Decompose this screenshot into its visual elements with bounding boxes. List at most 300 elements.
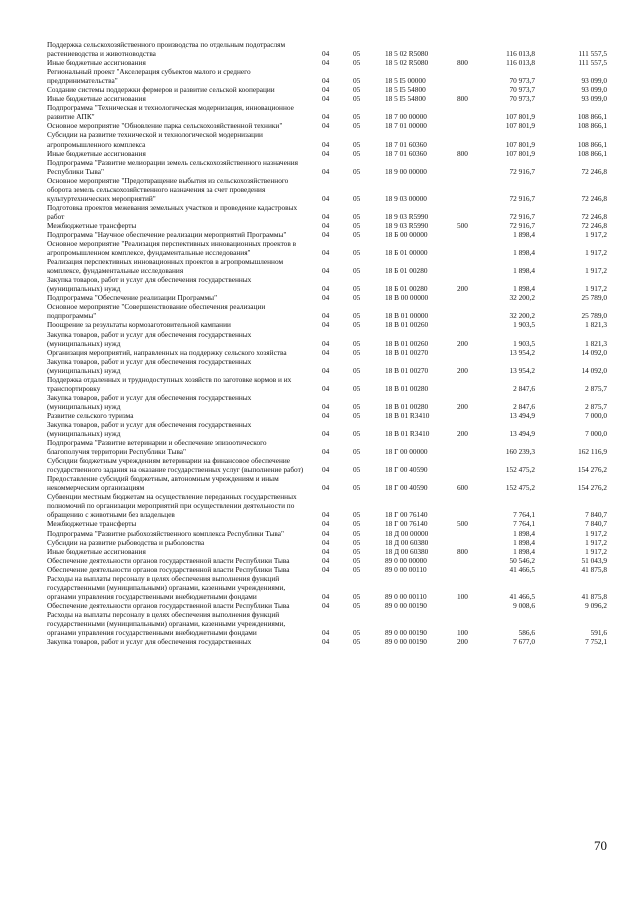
- expense-name: Закупка товаров, работ и услуг для обеспечения государственных (муниципальных) нужд: [47, 329, 252, 348]
- amount-year-2: 108 866,1: [577, 112, 607, 122]
- target-article-code: 18 5 I5 00000: [385, 76, 426, 86]
- table-row: [47, 348, 607, 357]
- amount-year-2: 1 917,2: [585, 284, 607, 294]
- table-row: [47, 239, 607, 257]
- target-article-code: 18 В 01 00280: [385, 401, 429, 411]
- amount-year-1: 7 677,0: [513, 637, 535, 647]
- expense-type-code: 800: [457, 148, 468, 158]
- amount-year-1: 72 916,7: [509, 220, 535, 230]
- amount-year-1: 1 898,4: [513, 528, 535, 538]
- table-row: [47, 438, 607, 456]
- amount-year-2: 1 917,2: [585, 248, 607, 258]
- section-code: 04: [322, 320, 330, 330]
- expense-name: Поддержка сельскохозяйственного производства по отдельным подотраслям растениеводства и животноводства: [47, 40, 286, 59]
- expense-name: Закупка товаров, работ и услуг для обеспечения государственных (муниципальных) нужд: [47, 356, 252, 375]
- subsection-code: 05: [353, 528, 361, 538]
- expense-name: Обеспечение деятельности органов государственной власти Республики Тыва: [47, 600, 290, 610]
- section-code: 04: [322, 555, 330, 565]
- expense-name: Основное мероприятие "Реализация перспективных инновационных проектов в агропромышленном комплексе, фундаментальные исследования": [47, 239, 297, 258]
- amount-year-2: 154 276,2: [577, 483, 607, 493]
- amount-year-2: 1 917,2: [585, 546, 607, 556]
- amount-year-1: 152 475,2: [505, 483, 535, 493]
- amount-year-2: 72 246,8: [581, 193, 607, 203]
- amount-year-2: 1 917,2: [585, 266, 607, 276]
- expense-name: Субсидии на развитие рыбоводства и рыболовства: [47, 537, 205, 547]
- expense-name: Субвенции местным бюджетам на осуществление переданных государственных полномочий по организации мероприятий при осуществлении деятельности по обращению с животными без владельцев: [47, 492, 297, 520]
- section-code: 04: [322, 58, 330, 68]
- expense-name: Иные бюджетные ассигнования: [47, 148, 146, 158]
- amount-year-1: 9 008,6: [513, 600, 535, 610]
- target-article-code: 18 В 01 00000: [385, 311, 429, 321]
- expense-type-code: 200: [457, 365, 468, 375]
- expense-type-code: 100: [457, 628, 468, 638]
- table-row: [47, 221, 607, 230]
- amount-year-2: 93 099,0: [581, 76, 607, 86]
- amount-year-2: 72 246,8: [581, 166, 607, 176]
- expense-name: Основное мероприятие "Предотвращение выбытия из сельскохозяйственного оборота земель сельскохозяйственного назначения за счет проведения культуртехнических мероприятий": [47, 175, 289, 203]
- amount-year-1: 1 898,4: [513, 284, 535, 294]
- expense-name: Иные бюджетные ассигнования: [47, 546, 146, 556]
- amount-year-1: 1 898,4: [513, 537, 535, 547]
- section-code: 04: [322, 284, 330, 294]
- expense-name: Поддержка отдаленных и труднодоступных хозяйств по заготовке кормов и их транспортировку: [47, 374, 292, 393]
- amount-year-1: 1 903,5: [513, 320, 535, 330]
- subsection-code: 05: [353, 148, 361, 158]
- table-row: [47, 565, 607, 574]
- section-code: 04: [322, 139, 330, 149]
- expense-name: Предоставление субсидий бюджетным, автономным учреждениям и иным некоммерческим организациям: [47, 474, 279, 493]
- amount-year-2: 108 866,1: [577, 139, 607, 149]
- amount-year-1: 107 801,9: [505, 148, 535, 158]
- subsection-code: 05: [353, 311, 361, 321]
- section-code: 04: [322, 193, 330, 203]
- expense-name: Межбюджетные трансферты: [47, 220, 137, 230]
- amount-year-1: 70 973,7: [509, 94, 535, 104]
- amount-year-1: 1 898,4: [513, 546, 535, 556]
- expense-name: Поощрение за результаты кормозаготовительной кампании: [47, 320, 231, 330]
- amount-year-2: 7 840,7: [585, 510, 607, 520]
- subsection-code: 05: [353, 564, 361, 574]
- table-row: [47, 94, 607, 103]
- amount-year-1: 116 013,8: [506, 58, 535, 68]
- amount-year-1: 72 916,7: [509, 193, 535, 203]
- expense-type-code: 200: [457, 637, 468, 647]
- section-code: 04: [322, 465, 330, 475]
- section-code: 04: [322, 338, 330, 348]
- expense-name: Расходы на выплаты персоналу в целях обеспечения выполнения функций государственными (муниципальными) органами, казенными учреждениями, органами управления государственными внебюджетными фондами: [47, 609, 286, 638]
- amount-year-2: 108 866,1: [577, 148, 607, 158]
- section-code: 04: [322, 220, 330, 230]
- expense-name: Подпрограмма "Развитие рыбохозяйственного комплекса Республики Тыва": [47, 528, 284, 538]
- amount-year-2: 93 099,0: [581, 94, 607, 104]
- table-row: [47, 610, 607, 637]
- section-code: 04: [322, 49, 330, 59]
- section-code: 04: [322, 229, 330, 239]
- table-row: [47, 375, 607, 393]
- subsection-code: 05: [353, 483, 361, 493]
- section-code: 04: [322, 637, 330, 647]
- target-article-code: 18 В 01 R3410: [385, 410, 430, 420]
- table-row: [47, 529, 607, 538]
- amount-year-1: 32 200,2: [509, 293, 535, 303]
- expense-type-code: 200: [457, 338, 468, 348]
- target-article-code: 18 В 01 R3410: [385, 429, 430, 439]
- amount-year-1: 41 466,5: [509, 564, 535, 574]
- target-article-code: 18 7 01 60360: [385, 148, 427, 158]
- subsection-code: 05: [353, 347, 361, 357]
- subsection-code: 05: [353, 537, 361, 547]
- section-code: 04: [322, 365, 330, 375]
- expense-type-code: 800: [457, 546, 468, 556]
- amount-year-2: 111 557,5: [578, 58, 607, 68]
- section-code: 04: [322, 510, 330, 520]
- subsection-code: 05: [353, 211, 361, 221]
- expense-name: Закупка товаров, работ и услуг для обеспечения государственных (муниципальных) нужд: [47, 275, 252, 294]
- amount-year-1: 107 801,9: [505, 121, 535, 131]
- amount-year-2: 1 917,2: [585, 528, 607, 538]
- subsection-code: 05: [353, 166, 361, 176]
- amount-year-1: 116 013,8: [506, 49, 535, 59]
- expense-name: Реализация перспективных инновационных проектов в агропромышленном комплексе, фундаментальные исследования: [47, 257, 284, 276]
- table-row: [47, 574, 607, 601]
- subsection-code: 05: [353, 94, 361, 104]
- subsection-code: 05: [353, 121, 361, 131]
- table-row: [47, 85, 607, 94]
- target-article-code: 18 В 00 00000: [385, 293, 429, 303]
- amount-year-2: 7 000,0: [585, 429, 607, 439]
- subsection-code: 05: [353, 401, 361, 411]
- target-article-code: 18 5 02 R5080: [385, 49, 429, 59]
- target-article-code: 18 Г 00 40590: [385, 465, 428, 475]
- table-row: [47, 103, 607, 121]
- subsection-code: 05: [353, 447, 361, 457]
- subsection-code: 05: [353, 383, 361, 393]
- expense-name: Основное мероприятие "Совершенствование обеспечения реализации подпрограммы": [47, 302, 266, 321]
- amount-year-2: 72 246,8: [581, 220, 607, 230]
- amount-year-2: 2 875,7: [585, 383, 607, 393]
- expense-type-code: 600: [457, 483, 468, 493]
- amount-year-1: 2 847,6: [513, 401, 535, 411]
- amount-year-2: 1 821,3: [585, 338, 607, 348]
- target-article-code: 18 В 01 00260: [385, 338, 429, 348]
- target-article-code: 18 Г 00 40590: [385, 483, 428, 493]
- target-article-code: 18 Д 00 60380: [385, 537, 429, 547]
- section-code: 04: [322, 447, 330, 457]
- subsection-code: 05: [353, 637, 361, 647]
- target-article-code: 18 9 00 00000: [385, 166, 427, 176]
- table-row: [47, 547, 607, 556]
- subsection-code: 05: [353, 293, 361, 303]
- target-article-code: 18 Б 01 00280: [385, 266, 428, 276]
- amount-year-2: 7 840,7: [585, 519, 607, 529]
- table-row: [47, 411, 607, 420]
- expense-name: Субсидии на развитие технической и технологической модернизации агропромышленного комплекса: [47, 130, 263, 149]
- section-code: 04: [322, 528, 330, 538]
- expense-name: Основное мероприятие "Обновление парка сельскохозяйственной техники": [47, 121, 283, 131]
- section-code: 04: [322, 121, 330, 131]
- expense-name: Закупка товаров, работ и услуг для обеспечения государственных (муниципальных) нужд: [47, 392, 252, 411]
- subsection-code: 05: [353, 365, 361, 375]
- target-article-code: 18 Г 00 00000: [385, 447, 428, 457]
- table-row: [47, 519, 607, 528]
- table-row: [47, 302, 607, 320]
- amount-year-1: 13 494,9: [509, 410, 535, 420]
- expense-name: Закупка товаров, работ и услуг для обеспечения государственных: [47, 637, 252, 647]
- section-code: 04: [322, 148, 330, 158]
- table-row: [47, 474, 607, 492]
- section-code: 04: [322, 410, 330, 420]
- section-code: 04: [322, 600, 330, 610]
- amount-year-2: 72 246,8: [581, 211, 607, 221]
- section-code: 04: [322, 248, 330, 258]
- section-code: 04: [322, 347, 330, 357]
- table-row: [47, 203, 607, 221]
- target-article-code: 18 7 00 00000: [385, 112, 427, 122]
- subsection-code: 05: [353, 519, 361, 529]
- amount-year-2: 14 092,0: [581, 347, 607, 357]
- table-row: [47, 393, 607, 411]
- section-code: 04: [322, 519, 330, 529]
- expense-type-code: 800: [457, 94, 468, 104]
- table-row: [47, 58, 607, 67]
- amount-year-1: 13 954,2: [509, 365, 535, 375]
- target-article-code: 18 В 01 00270: [385, 365, 429, 375]
- expense-name: Создание системы поддержки фермеров и развитие сельской кооперации: [47, 85, 275, 95]
- expense-type-code: 200: [457, 284, 468, 294]
- table-row: [47, 149, 607, 158]
- section-code: 04: [322, 166, 330, 176]
- target-article-code: 18 В 01 00280: [385, 383, 429, 393]
- amount-year-2: 2 875,7: [585, 401, 607, 411]
- table-row: [47, 556, 607, 565]
- amount-year-1: 70 973,7: [509, 85, 535, 95]
- amount-year-2: 41 875,8: [581, 564, 607, 574]
- subsection-code: 05: [353, 266, 361, 276]
- section-code: 04: [322, 211, 330, 221]
- amount-year-2: 9 096,2: [585, 600, 607, 610]
- amount-year-1: 1 898,4: [513, 248, 535, 258]
- subsection-code: 05: [353, 49, 361, 59]
- amount-year-1: 41 466,5: [509, 591, 535, 601]
- target-article-code: 18 В 01 00260: [385, 320, 429, 330]
- target-article-code: 89 0 00 00000: [385, 555, 427, 565]
- target-article-code: 18 9 03 R5990: [385, 220, 429, 230]
- expense-name: Развитие сельского туризма: [47, 410, 134, 420]
- subsection-code: 05: [353, 338, 361, 348]
- amount-year-2: 162 116,9: [578, 447, 607, 457]
- section-code: 04: [322, 94, 330, 104]
- table-row: [47, 420, 607, 438]
- subsection-code: 05: [353, 628, 361, 638]
- target-article-code: 18 Б 01 00000: [385, 248, 428, 258]
- section-code: 04: [322, 483, 330, 493]
- table-row: [47, 40, 607, 58]
- subsection-code: 05: [353, 193, 361, 203]
- expense-name: Подпрограмма "Развитие мелиорации земель сельскохозяйственного назначения Республики Тыва": [47, 157, 299, 176]
- section-code: 04: [322, 112, 330, 122]
- table-row: [47, 67, 607, 85]
- amount-year-2: 41 875,8: [581, 591, 607, 601]
- subsection-code: 05: [353, 546, 361, 556]
- target-article-code: 89 0 00 00190: [385, 600, 427, 610]
- expense-type-code: 500: [457, 220, 468, 230]
- expense-name: Обеспечение деятельности органов государственной власти Республики Тыва: [47, 564, 290, 574]
- subsection-code: 05: [353, 465, 361, 475]
- section-code: 04: [322, 76, 330, 86]
- target-article-code: 18 Д 00 00000: [385, 528, 429, 538]
- target-article-code: 18 5 02 R5080: [385, 58, 429, 68]
- table-row: [47, 176, 607, 203]
- expense-name: Подпрограмма "Развитие ветеринарии и обеспечение эпизоотического благополучия территории Республики Тыва": [47, 438, 267, 457]
- table-row: [47, 230, 607, 239]
- amount-year-1: 32 200,2: [509, 311, 535, 321]
- target-article-code: 18 7 01 60360: [385, 139, 427, 149]
- expense-type-code: 200: [457, 429, 468, 439]
- section-code: 04: [322, 311, 330, 321]
- expense-name: Подготовка проектов межевания земельных участков и проведение кадастровых работ: [47, 202, 298, 221]
- amount-year-1: 13 954,2: [509, 347, 535, 357]
- budget-table: [47, 40, 607, 646]
- target-article-code: 18 Г 00 76140: [385, 519, 428, 529]
- amount-year-1: 2 847,6: [513, 383, 535, 393]
- section-code: 04: [322, 628, 330, 638]
- subsection-code: 05: [353, 284, 361, 294]
- amount-year-1: 586,6: [518, 628, 535, 638]
- target-article-code: 18 В 01 00270: [385, 347, 429, 357]
- amount-year-2: 1 917,2: [585, 229, 607, 239]
- section-code: 04: [322, 383, 330, 393]
- subsection-code: 05: [353, 600, 361, 610]
- target-article-code: 89 0 00 00110: [385, 591, 427, 601]
- amount-year-1: 1 898,4: [513, 229, 535, 239]
- amount-year-1: 160 239,3: [505, 447, 535, 457]
- amount-year-1: 1 898,4: [513, 266, 535, 276]
- expense-name: Закупка товаров, работ и услуг для обеспечения государственных (муниципальных) нужд: [47, 419, 252, 439]
- amount-year-1: 107 801,9: [505, 112, 535, 122]
- target-article-code: 18 9 03 00000: [385, 193, 427, 203]
- target-article-code: 18 Г 00 76140: [385, 510, 428, 520]
- target-article-code: 18 Б 00 00000: [385, 229, 428, 239]
- subsection-code: 05: [353, 410, 361, 420]
- amount-year-2: 591,6: [590, 628, 607, 638]
- page-number: 70: [594, 838, 607, 853]
- amount-year-1: 70 973,7: [509, 76, 535, 86]
- subsection-code: 05: [353, 248, 361, 258]
- target-article-code: 18 5 I5 54800: [385, 85, 426, 95]
- amount-year-1: 7 764,1: [513, 510, 535, 520]
- table-row: [47, 275, 607, 293]
- target-article-code: 18 5 I5 54800: [385, 94, 426, 104]
- expense-name: Обеспечение деятельности органов государственной власти Республики Тыва: [47, 555, 290, 565]
- amount-year-2: 111 557,5: [578, 49, 607, 59]
- table-row: [47, 456, 607, 474]
- section-code: 04: [322, 429, 330, 439]
- table-row: [47, 320, 607, 329]
- section-code: 04: [322, 401, 330, 411]
- amount-year-1: 72 916,7: [509, 166, 535, 176]
- subsection-code: 05: [353, 229, 361, 239]
- section-code: 04: [322, 537, 330, 547]
- subsection-code: 05: [353, 58, 361, 68]
- expense-name: Иные бюджетные ассигнования: [47, 58, 146, 68]
- amount-year-2: 14 092,0: [581, 365, 607, 375]
- amount-year-2: 7 000,0: [585, 410, 607, 420]
- expense-name: Расходы на выплаты персоналу в целях обеспечения выполнения функций государственными (муниципальными) органами, казенными учреждениями, органами управления государственными внебюджетными фондами: [47, 573, 286, 601]
- expense-name: Организация мероприятий, направленных на поддержку сельского хозяйства: [47, 347, 287, 357]
- amount-year-1: 72 916,7: [509, 211, 535, 221]
- amount-year-2: 7 752,1: [585, 637, 607, 647]
- target-article-code: 89 0 00 00110: [385, 564, 427, 574]
- table-row: [47, 492, 607, 519]
- amount-year-1: 13 494,9: [509, 429, 535, 439]
- subsection-code: 05: [353, 510, 361, 520]
- subsection-code: 05: [353, 139, 361, 149]
- amount-year-2: 154 276,2: [577, 465, 607, 475]
- expense-type-code: 100: [457, 591, 468, 601]
- amount-year-2: 93 099,0: [581, 85, 607, 95]
- expense-name: Региональный проект "Акселерация субъектов малого и среднего предпринимательства": [47, 67, 251, 86]
- section-code: 04: [322, 85, 330, 95]
- table-row: [47, 357, 607, 375]
- table-row: [47, 158, 607, 176]
- amount-year-2: 108 866,1: [577, 121, 607, 131]
- expense-name: Подпрограмма "Научное обеспечение реализации мероприятий Программы": [47, 229, 287, 239]
- table-row: [47, 637, 607, 646]
- subsection-code: 05: [353, 429, 361, 439]
- table-row: [47, 601, 607, 610]
- table-row: [47, 293, 607, 302]
- target-article-code: 18 Д 00 60380: [385, 546, 429, 556]
- table-row: [47, 257, 607, 275]
- target-article-code: 89 0 00 00190: [385, 628, 427, 638]
- subsection-code: 05: [353, 76, 361, 86]
- expense-name: Подпрограмма "Обеспечение реализации Программы": [47, 293, 218, 303]
- amount-year-2: 25 789,0: [581, 293, 607, 303]
- subsection-code: 05: [353, 220, 361, 230]
- amount-year-2: 1 821,3: [585, 320, 607, 330]
- section-code: 04: [322, 293, 330, 303]
- target-article-code: 18 9 03 R5990: [385, 211, 429, 221]
- subsection-code: 05: [353, 85, 361, 95]
- expense-type-code: 800: [457, 58, 468, 68]
- target-article-code: 89 0 00 00190: [385, 637, 427, 647]
- section-code: 04: [322, 546, 330, 556]
- amount-year-1: 7 764,1: [513, 519, 535, 529]
- amount-year-2: 1 917,2: [585, 537, 607, 547]
- expense-type-code: 500: [457, 519, 468, 529]
- amount-year-1: 50 546,2: [509, 555, 535, 565]
- section-code: 04: [322, 591, 330, 601]
- subsection-code: 05: [353, 555, 361, 565]
- expense-name: Подпрограмма "Техническая и технологическая модернизация, инновационное развитие АПК": [47, 103, 294, 122]
- section-code: 04: [322, 564, 330, 574]
- table-row: [47, 130, 607, 148]
- subsection-code: 05: [353, 591, 361, 601]
- expense-name: Субсидии бюджетным учреждениям ветеринарии на финансовое обеспечение государственного задания на оказание государственных услуг (выполнение работ): [47, 456, 304, 475]
- target-article-code: 18 7 01 00000: [385, 121, 427, 131]
- subsection-code: 05: [353, 320, 361, 330]
- amount-year-2: 25 789,0: [581, 311, 607, 321]
- section-code: 04: [322, 266, 330, 276]
- subsection-code: 05: [353, 112, 361, 122]
- expense-name: Межбюджетные трансферты: [47, 519, 137, 529]
- amount-year-2: 51 043,9: [581, 555, 607, 565]
- amount-year-1: 1 903,5: [513, 338, 535, 348]
- table-row: [47, 330, 607, 348]
- expense-type-code: 200: [457, 401, 468, 411]
- amount-year-1: 152 475,2: [505, 465, 535, 475]
- amount-year-1: 107 801,9: [505, 139, 535, 149]
